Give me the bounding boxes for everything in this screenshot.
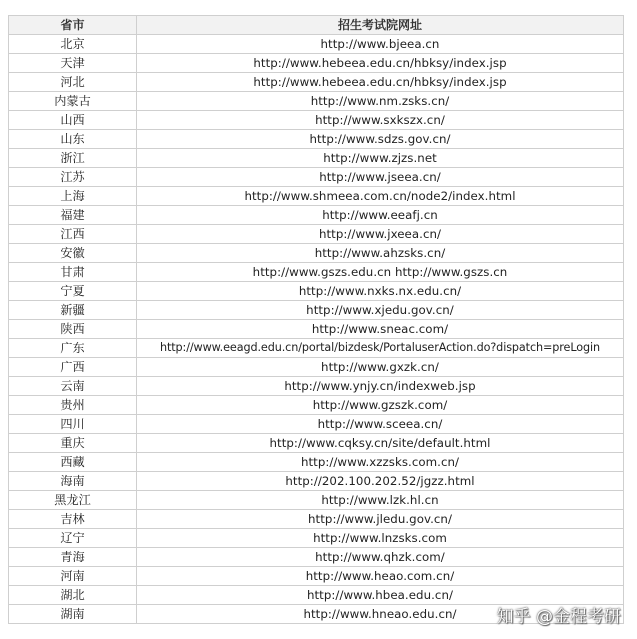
url-cell: http://www.eeagd.edu.cn/portal/bizdesk/PortaluserAction.do?dispatch=preLogin	[137, 339, 624, 358]
url-cell: http://www.lzk.hl.cn	[137, 491, 624, 510]
province-cell: 广东	[9, 339, 137, 358]
province-cell: 吉林	[9, 510, 137, 529]
table-header-row	[9, 16, 624, 35]
table-row	[9, 149, 624, 168]
province-cell: 广西	[9, 358, 137, 377]
url-cell: http://www.hneao.edu.cn/	[137, 605, 624, 624]
table-row	[9, 415, 624, 434]
province-cell: 福建	[9, 206, 137, 225]
url-cell: http://www.gzszk.com/	[137, 396, 624, 415]
province-cell: 浙江	[9, 149, 137, 168]
province-cell: 天津	[9, 54, 137, 73]
province-cell: 四川	[9, 415, 137, 434]
url-cell: http://www.ynjy.cn/indexweb.jsp	[137, 377, 624, 396]
zhihu-watermark: 知乎 @金程考研	[496, 607, 621, 627]
table-row	[9, 358, 624, 377]
table-row	[9, 548, 624, 567]
table-row	[9, 263, 624, 282]
table-row	[9, 73, 624, 92]
header-url: 招生考试院网址	[137, 16, 624, 35]
province-cell: 河北	[9, 73, 137, 92]
province-cell: 云南	[9, 377, 137, 396]
url-cell: http://www.hebeea.edu.cn/hbksy/index.jsp	[137, 54, 624, 73]
province-cell: 安徽	[9, 244, 137, 263]
province-cell: 宁夏	[9, 282, 137, 301]
url-cell: http://www.hbea.edu.cn/	[137, 586, 624, 605]
exam-sites-table	[8, 15, 624, 624]
province-cell: 贵州	[9, 396, 137, 415]
province-cell: 湖北	[9, 586, 137, 605]
province-cell: 山东	[9, 130, 137, 149]
table-row	[9, 434, 624, 453]
exam-sites-table-container	[8, 15, 623, 624]
table-row	[9, 301, 624, 320]
table-row	[9, 244, 624, 263]
url-cell: http://www.jledu.gov.cn/	[137, 510, 624, 529]
province-cell: 湖南	[9, 605, 137, 624]
header-province: 省市	[9, 16, 137, 35]
table-row	[9, 320, 624, 339]
url-cell: http://www.gxzk.cn/	[137, 358, 624, 377]
table-row	[9, 339, 624, 358]
province-cell: 山西	[9, 111, 137, 130]
url-cell: http://www.sneac.com/	[137, 320, 624, 339]
url-cell: http://www.ahzsks.cn/	[137, 244, 624, 263]
url-cell: http://www.nxks.nx.edu.cn/	[137, 282, 624, 301]
table-body	[9, 35, 624, 624]
table-row	[9, 130, 624, 149]
url-cell: http://www.xzzsks.com.cn/	[137, 453, 624, 472]
province-cell: 河南	[9, 567, 137, 586]
url-cell: http://www.xjedu.gov.cn/	[137, 301, 624, 320]
table-row	[9, 35, 624, 54]
table-row	[9, 187, 624, 206]
table-row	[9, 567, 624, 586]
province-cell: 江西	[9, 225, 137, 244]
province-cell: 海南	[9, 472, 137, 491]
url-cell: http://www.eeafj.cn	[137, 206, 624, 225]
url-cell: http://www.cqksy.cn/site/default.html	[137, 434, 624, 453]
table-row	[9, 510, 624, 529]
province-cell: 辽宁	[9, 529, 137, 548]
table-row	[9, 111, 624, 130]
province-cell: 青海	[9, 548, 137, 567]
url-cell: http://www.jseea.cn/	[137, 168, 624, 187]
province-cell: 黑龙江	[9, 491, 137, 510]
table-row	[9, 491, 624, 510]
url-cell: http://www.hebeea.edu.cn/hbksy/index.jsp	[137, 73, 624, 92]
table-row	[9, 54, 624, 73]
url-cell: http://www.zjzs.net	[137, 149, 624, 168]
url-cell: http://www.sceea.cn/	[137, 415, 624, 434]
table-row	[9, 377, 624, 396]
url-cell: http://202.100.202.52/jgzz.html	[137, 472, 624, 491]
province-cell: 西藏	[9, 453, 137, 472]
province-cell: 上海	[9, 187, 137, 206]
table-row	[9, 396, 624, 415]
table-row	[9, 206, 624, 225]
url-cell: http://www.gszs.edu.cn http://www.gszs.cn	[137, 263, 624, 282]
province-cell: 陕西	[9, 320, 137, 339]
url-cell: http://www.qhzk.com/	[137, 548, 624, 567]
table-row	[9, 168, 624, 187]
table-row	[9, 92, 624, 111]
province-cell: 内蒙古	[9, 92, 137, 111]
province-cell: 重庆	[9, 434, 137, 453]
province-cell: 江苏	[9, 168, 137, 187]
url-cell: http://www.lnzsks.com	[137, 529, 624, 548]
province-cell: 甘肃	[9, 263, 137, 282]
table-row	[9, 453, 624, 472]
url-cell: http://www.nm.zsks.cn/	[137, 92, 624, 111]
url-cell: http://www.shmeea.com.cn/node2/index.html	[137, 187, 624, 206]
url-cell: http://www.sdzs.gov.cn/	[137, 130, 624, 149]
table-row	[9, 472, 624, 491]
province-cell: 新疆	[9, 301, 137, 320]
table-row	[9, 282, 624, 301]
url-cell: http://www.sxkszx.cn/	[137, 111, 624, 130]
url-cell: http://www.jxeea.cn/	[137, 225, 624, 244]
table-row	[9, 225, 624, 244]
province-cell: 北京	[9, 35, 137, 54]
url-cell: http://www.bjeea.cn	[137, 35, 624, 54]
table-row	[9, 529, 624, 548]
url-cell: http://www.heao.com.cn/	[137, 567, 624, 586]
